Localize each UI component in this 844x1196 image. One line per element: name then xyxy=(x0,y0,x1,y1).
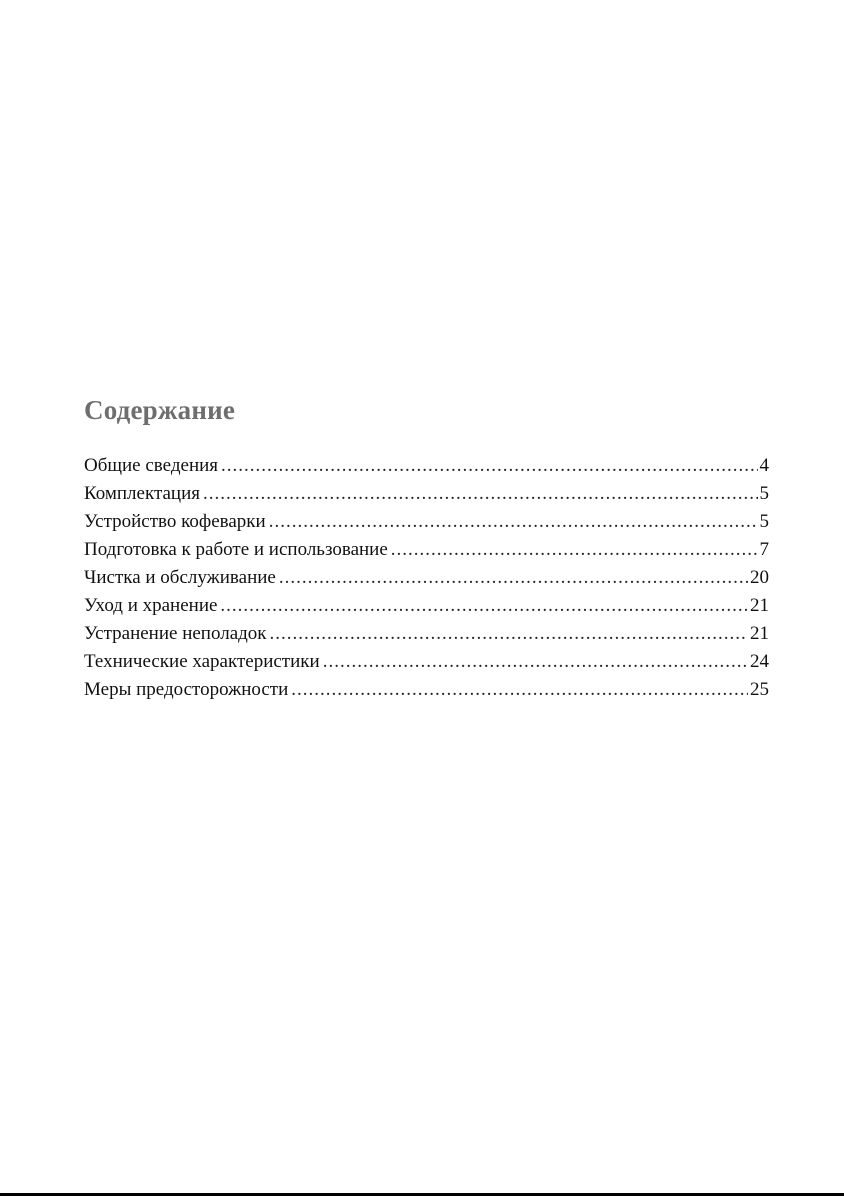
toc-dot-leader xyxy=(203,480,758,508)
toc-entry xyxy=(84,536,769,564)
toc-title: Содержание xyxy=(84,395,236,425)
toc-list xyxy=(84,452,769,704)
toc-entry xyxy=(84,592,769,620)
toc-entry xyxy=(84,564,769,592)
toc-entry xyxy=(84,508,769,536)
toc-entry-page: 24 xyxy=(750,651,769,672)
toc-entry xyxy=(84,676,769,704)
toc-dot-leader xyxy=(391,536,758,564)
toc-dot-leader xyxy=(279,564,748,592)
toc-entry-page: 4 xyxy=(759,455,769,476)
toc-entry-label: Уход и хранение xyxy=(84,595,218,616)
toc-entry-label: Технические характеристики xyxy=(84,651,320,672)
toc-dot-leader xyxy=(269,508,758,536)
toc-entry-label: Комплектация xyxy=(84,483,200,504)
toc-entry xyxy=(84,620,769,648)
toc-entry-page: 21 xyxy=(750,595,769,616)
toc-entry-label: Устранение неполадок xyxy=(84,623,267,644)
toc-entry-page: 25 xyxy=(750,679,769,700)
toc-dot-leader xyxy=(221,452,757,480)
toc-entry-label: Чистка и обслуживание xyxy=(84,567,276,588)
toc-dot-leader xyxy=(270,620,748,648)
toc-entry-page: 20 xyxy=(750,567,769,588)
toc-entry-page: 7 xyxy=(759,539,769,560)
toc-entry-label: Устройство кофеварки xyxy=(84,511,266,532)
toc-entry-label: Меры предосторожности xyxy=(84,679,289,700)
toc-entry-page: 5 xyxy=(759,511,769,532)
toc-dot-leader xyxy=(323,648,748,676)
toc-entry xyxy=(84,452,769,480)
toc-entry-page: 21 xyxy=(750,623,769,644)
toc-entry xyxy=(84,648,769,676)
toc-entry xyxy=(84,480,769,508)
toc-dot-leader xyxy=(291,676,748,704)
toc-entry-label: Подготовка к работе и использование xyxy=(84,539,388,560)
toc-dot-leader xyxy=(220,592,748,620)
toc-entry-label: Общие сведения xyxy=(84,455,219,476)
toc-entry-page: 5 xyxy=(759,483,769,504)
